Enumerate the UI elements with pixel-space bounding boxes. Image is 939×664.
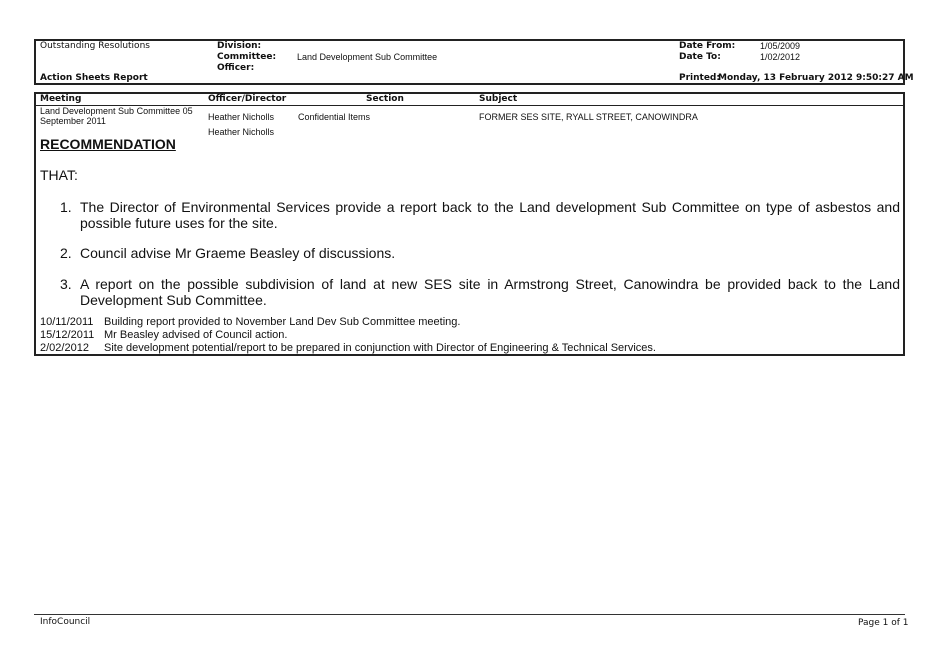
footer-app-name: InfoCouncil bbox=[40, 617, 91, 627]
officer-label: Officer: bbox=[217, 63, 255, 73]
date-from-value: 1/05/2009 bbox=[760, 41, 801, 51]
director-cell: Heather Nicholls bbox=[208, 127, 275, 137]
note-date: 10/11/2011 bbox=[40, 316, 94, 328]
note-date: 2/02/2012 bbox=[40, 342, 89, 354]
recommendation-item: Council advise Mr Graeme Beasley of discussions. bbox=[80, 245, 396, 261]
table-header-row bbox=[36, 94, 903, 106]
note-text: Building report provided to November Land Dev Sub Committee meeting. bbox=[104, 316, 461, 328]
date-from-label: Date From: bbox=[679, 41, 736, 51]
note-text: Site development potential/report to be prepared in conjunction with Director of Engineering & Technical Services. bbox=[104, 342, 656, 354]
division-label: Division: bbox=[217, 41, 262, 51]
committee-label: Committee: bbox=[217, 52, 277, 62]
column-header-subject: Subject bbox=[479, 94, 518, 104]
recommendation-item-number: 2. bbox=[60, 245, 72, 261]
section-cell: Confidential Items bbox=[298, 112, 371, 122]
printed-value: Monday, 13 February 2012 9:50:27 AM bbox=[718, 73, 914, 83]
recommendation-item: A report on the possible subdivision of land at new SES site in Armstrong Street, Canowindra be provided back to the Land Development Sub Committee. bbox=[80, 276, 900, 308]
meeting-cell: Land Development Sub Committee 05 September 2011 bbox=[40, 106, 193, 126]
date-to-label: Date To: bbox=[679, 52, 721, 62]
officer-cell: Heather Nicholls bbox=[208, 112, 275, 122]
recommendation-item-number: 3. bbox=[60, 276, 72, 292]
recommendation-item: The Director of Environmental Services provide a report back to the Land development Sub Committee on type of asbestos and possible future uses for the site. bbox=[80, 199, 900, 231]
printed-label: Printed: bbox=[679, 73, 720, 83]
report-type: Action Sheets Report bbox=[40, 73, 148, 83]
committee-value: Land Development Sub Committee bbox=[297, 52, 438, 62]
column-header-section: Section bbox=[366, 94, 404, 104]
recommendation-intro: THAT: bbox=[40, 167, 78, 183]
footer-page-number: Page 1 of 1 bbox=[858, 618, 909, 628]
subject-cell: FORMER SES SITE, RYALL STREET, CANOWINDRA bbox=[479, 112, 698, 122]
footer-divider bbox=[34, 614, 905, 615]
date-to-value: 1/02/2012 bbox=[760, 52, 801, 62]
recommendation-heading: RECOMMENDATION bbox=[40, 136, 176, 152]
column-header-meeting: Meeting bbox=[40, 94, 82, 104]
note-text: Mr Beasley advised of Council action. bbox=[104, 329, 288, 341]
recommendation-item-number: 1. bbox=[60, 199, 72, 215]
note-date: 15/12/2011 bbox=[40, 329, 95, 341]
column-header-officer: Officer/Director bbox=[208, 94, 287, 104]
report-name: Outstanding Resolutions bbox=[40, 41, 150, 51]
